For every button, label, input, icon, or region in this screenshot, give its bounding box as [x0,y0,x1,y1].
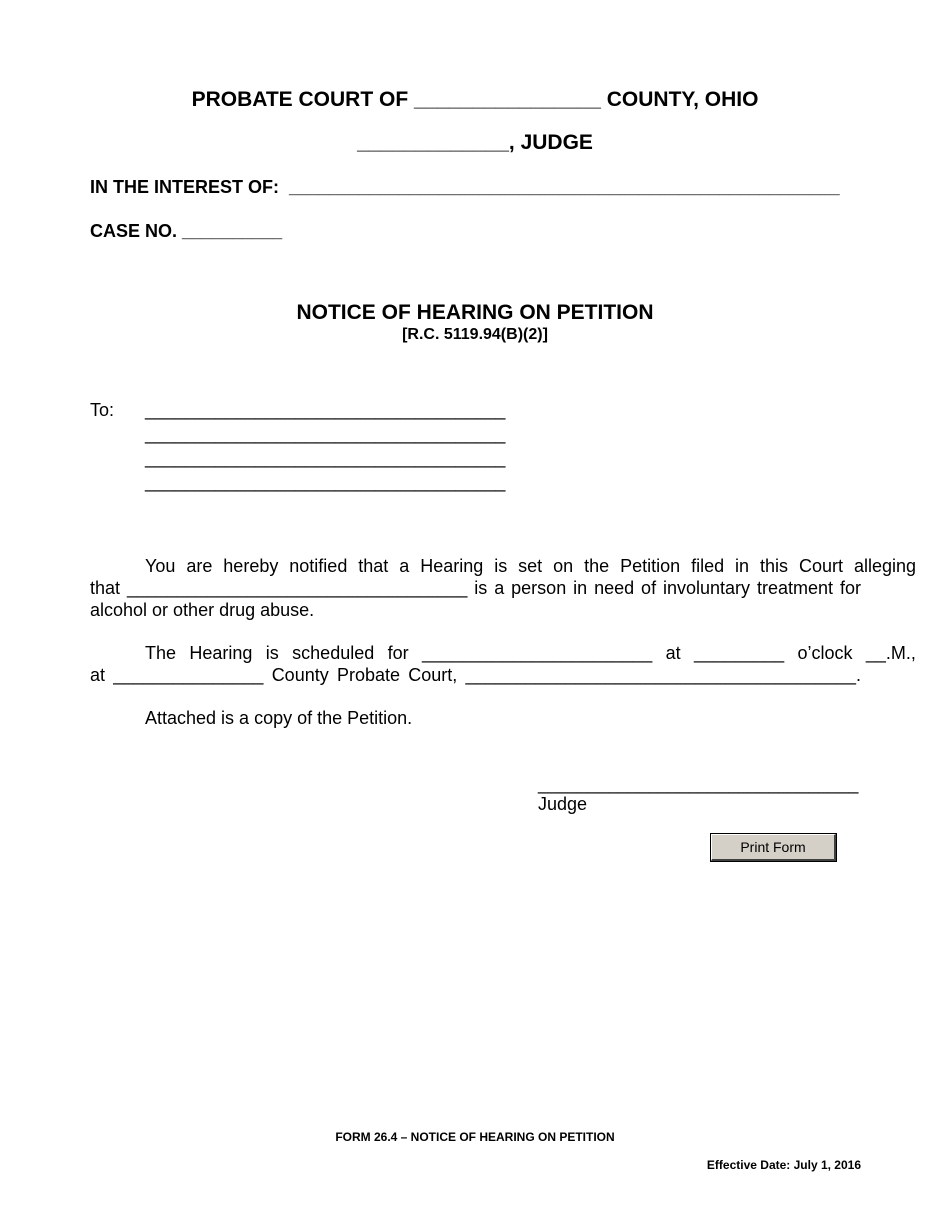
county-probate-court-text: County Probate Court, [271,665,458,685]
am-pm-field[interactable]: __.M., [865,643,916,663]
county-field[interactable]: ________________ [414,88,601,111]
hearing-paragraph-line-2 [90,665,861,687]
interest-field[interactable]: _______________________________________________________ [289,177,840,197]
interest-label: IN THE INTEREST OF: [90,177,279,197]
to-label: To: [90,400,115,420]
judge-heading [0,131,950,155]
case-label: CASE NO. [90,221,178,241]
print-form-button[interactable]: Print Form [711,834,836,861]
hearing-date-field[interactable]: _______________________ [422,643,653,663]
recipient-field-1[interactable]: ____________________________________ [145,400,506,420]
statute-citation: [R.C. 5119.94(B)(2)] [402,326,548,343]
oclock-word: o’clock [797,643,853,663]
form-footer-title: FORM 26.4 – NOTICE OF HEARING ON PETITION [335,1130,615,1144]
court-county-field[interactable]: _______________ [113,665,264,685]
that-word: that [90,578,121,598]
recipient-field-3[interactable]: ____________________________________ [145,448,506,468]
notice-title: NOTICE OF HEARING ON PETITION [296,301,654,324]
hearing-time-field[interactable]: _________ [694,643,785,663]
hearing-scheduled-text: The Hearing is scheduled for [145,643,409,663]
judge-name-field[interactable]: _____________ [357,131,509,154]
court-prefix: PROBATE COURT OF [191,88,409,111]
at-word-2: at [90,665,106,685]
notice-paragraph-line-2 [90,578,861,600]
notice-paragraph-line-3: alcohol or other drug abuse. [90,600,315,620]
recipient-field-2[interactable]: ____________________________________ [145,424,506,444]
judge-signature-field[interactable]: ________________________________ [538,774,859,794]
court-suffix: COUNTY, OHIO [606,88,759,111]
hearing-paragraph-line-1 [90,643,916,665]
court-heading [0,88,950,112]
recipient-field-4[interactable]: ____________________________________ [145,472,506,492]
case-number-row [90,221,282,242]
at-word: at [665,643,681,663]
case-number-field[interactable]: __________ [182,221,283,241]
person-name-field[interactable]: __________________________________ [126,578,468,598]
effective-date: Effective Date: July 1, 2016 [706,1158,861,1172]
notice-paragraph-line-1: You are hereby notified that a Hearing is set on the Petition filed in this Court alleging [145,556,916,576]
judge-signature-label: Judge [538,794,588,814]
attached-copy-text: Attached is a copy of the Petition. [145,708,413,728]
interest-of-row [90,177,840,198]
court-address-field[interactable]: _______________________________________. [465,665,861,685]
allegation-text: is a person in need of involuntary treatment for [474,578,861,598]
judge-suffix: , JUDGE [508,131,593,154]
